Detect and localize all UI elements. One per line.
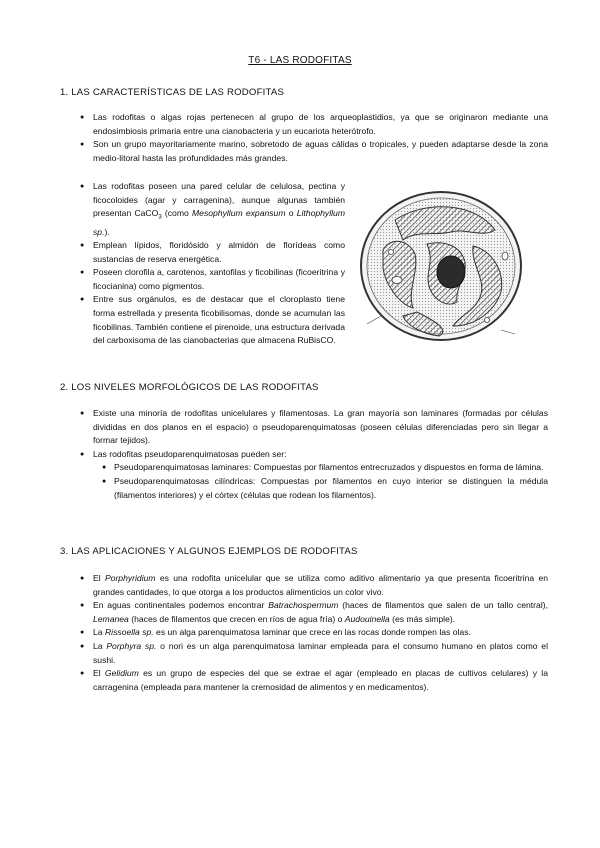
list-item: ● En aguas continentales podemos encontrar Batrachospermum (haces de filamentos que salen de un tallo central), Lemanea (haces de filamentos que crecen en ríos de agua fría) o Audouinella (es más simple). xyxy=(80,599,548,626)
section-1-heading: 1. LAS CARACTERÍSTICAS DE LAS RODOFITAS xyxy=(60,87,285,98)
sub-list-item: ● Pseudoparenquimatosas laminares: Compuestas por filamentos entrecruzados y dispuestos en forma de lámina. xyxy=(80,461,548,475)
list-item: ● Emplean lípidos, floridósido y almidón de florídeas como sustancias de reserva energética. xyxy=(80,239,345,266)
section-3-heading: 3. LAS APLICACIONES Y ALGUNOS EJEMPLOS DE RODOFITAS xyxy=(60,546,358,557)
section-2-heading: 2. LOS NIVELES MORFOLÓGICOS DE LAS RODOFITAS xyxy=(60,382,319,393)
list-item: ● La Porphyra sp. o nori es un alga parenquimatosa laminar empleada para el consumo humano en platos como el sushi. xyxy=(80,640,548,667)
section-1-list-b xyxy=(80,180,345,348)
list-item: ● La Rissoella sp. es un alga parenquimatosa laminar que crece en las rocas donde rompen las olas. xyxy=(80,626,548,640)
red-algae-cell-diagram xyxy=(355,180,527,352)
list-item: ● El Porphyridium es una rodofita unicelular que se utiliza como aditivo alimentario ya que presenta ficoeritrina en grandes cantidades, lo que otorga a los productos alimenticios un color vivo. xyxy=(80,572,548,599)
list-item: ● Existe una minoría de rodofitas unicelulares y filamentosas. La gran mayoría son laminares (formadas por células divididas en dos planos en el espacio) o pseudoparenquimatosas (poseen células diferenciadas pero sin llegar a formar tejidos). xyxy=(80,407,548,448)
list-item: ● Poseen clorofila a, carotenos, xantofilas y ficobilinas (ficoeritrina y ficocianina) como pigmentos. xyxy=(80,266,345,293)
list-item: ● Entre sus orgánulos, es de destacar que el cloroplasto tiene forma estrellada y presenta ficobilisomas, donde se acumulan las ficobilinas. También contiene el pirenoide, una estructura derivada del carboxisoma de las cianobacterias que almacena RuBisCO. xyxy=(80,293,345,347)
list-item: ● Las rodofitas poseen una pared celular de celulosa, pectina y ficocoloides (agar y carragenina), aunque algunas también presentan CaCO$_3$ (como Mesophyllum expansum o Lithophyllum sp.). xyxy=(80,180,345,239)
section-1-list-a xyxy=(80,111,548,165)
section-3-list xyxy=(80,572,548,694)
section-2-list xyxy=(80,407,548,502)
list-item: ● El Gelidium es un grupo de especies del que se extrae el agar (empleado en placas de cultivos celulares) y la carragenina (empleada para mantener la cremosidad de alimentos y en medicamentos). xyxy=(80,667,548,694)
list-item: ● Son un grupo mayoritariamente marino, sobretodo de aguas cálidas o tropicales, y pueden adaptarse desde la zona medio-litoral hasta las profundidades más grandes. xyxy=(80,138,548,165)
list-item: ● Las rodofitas o algas rojas pertenecen al grupo de los arqueoplastidios, ya que se originaron mediante una endosimbiosis primaria entre una cianobacteria y un eucariota heterótrofo. xyxy=(80,111,548,138)
sub-list-item: ● Pseudoparenquimatosas cilíndricas: Compuestas por filamentos en cuyo interior se distinguen la médula (filamentos interiores) y el córtex (células que rodean los filamentos). xyxy=(80,475,548,502)
document-title: T6 - LAS RODOFITAS xyxy=(248,55,352,66)
list-item: ● Las rodofitas pseudoparenquimatosas pueden ser: xyxy=(80,448,548,462)
